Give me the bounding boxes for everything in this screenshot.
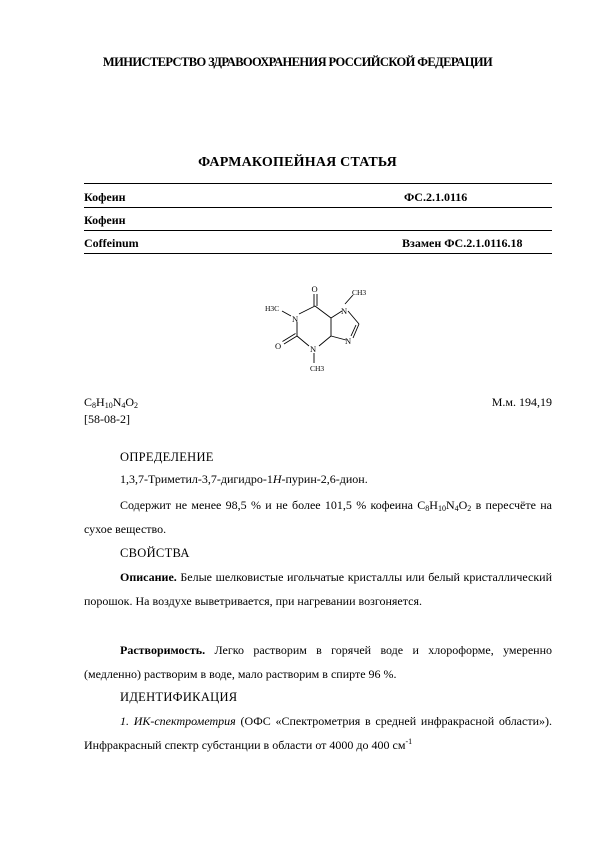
document-title: ФАРМАКОПЕЙНАЯ СТАТЬЯ xyxy=(198,155,397,170)
oxygen-left-label: O xyxy=(275,341,282,351)
article-code: ФС.2.1.0116 xyxy=(404,190,468,204)
nitrogen-1-label: N xyxy=(292,314,299,324)
ministry-name: МИНИСТЕРСТВО ЗДРАВООХРАНЕНИЯ РОССИЙСКОЙ ФЕДЕРАЦИИ xyxy=(102,55,493,69)
definition-content: Содержит не менее 98,5 % и не более 101,5 % кофеина $C_8H_{10}N_4O_2$ в пересчёте на сухое вещество. xyxy=(84,498,552,536)
header-rule-2 xyxy=(84,230,552,231)
section-heading-identification: ИДЕНТИФИКАЦИЯ xyxy=(120,690,238,704)
methyl-label-bottom: CH3 xyxy=(310,364,325,373)
header-rule-top xyxy=(84,183,552,184)
nitrogen-3-label: N xyxy=(310,344,317,354)
article-replaces: Взамен ФС.2.1.0116.18 xyxy=(402,236,523,250)
header-rule-1 xyxy=(84,207,552,208)
molecular-formula: $C_8H_{10}N_4O_2$ xyxy=(84,395,139,410)
cas-number: [58-08-2] xyxy=(84,412,130,426)
nitrogen-9-label: N xyxy=(345,336,352,346)
header-rule-bottom xyxy=(84,253,552,254)
article-name-lat: Coffeinum xyxy=(84,236,139,250)
methyl-label-top: CH3 xyxy=(352,288,367,297)
molecular-mass: М.м. 194,19 xyxy=(491,395,552,409)
properties-solubility: Растворимость. Легко растворим в горячей воде и хлороформе, умеренно (медленно) растворим в воде, мало растворим в спирте 96 %. xyxy=(84,643,552,681)
nitrogen-7-label: N xyxy=(341,306,348,316)
identification-ir: 1. ИК-спектрометрия (ОФС «Спектрометрия в средней инфракрасной области»). Инфракрасный спектр субстанции в области от 4000 до 400 $см^{-1}$ xyxy=(84,714,552,752)
caffeine-structure xyxy=(255,278,385,378)
article-name-ru-2: Кофеин xyxy=(84,213,126,227)
definition-chemical-name: 1,3,7-Триметил-3,7-дигидро-1H-пурин-2,6-дион. xyxy=(120,472,368,486)
oxygen-top-label: O xyxy=(311,284,318,294)
methyl-label-h3c: H3C xyxy=(265,304,280,313)
properties-description: Описание. Белые шелковистые игольчатые кристаллы или белый кристаллический порошок. На воздухе выветривается, при нагревании возгоняется. xyxy=(84,570,552,608)
section-heading-definition: ОПРЕДЕЛЕНИЕ xyxy=(120,450,214,464)
article-name-ru: Кофеин xyxy=(84,190,126,204)
section-heading-properties: СВОЙСТВА xyxy=(120,546,190,560)
